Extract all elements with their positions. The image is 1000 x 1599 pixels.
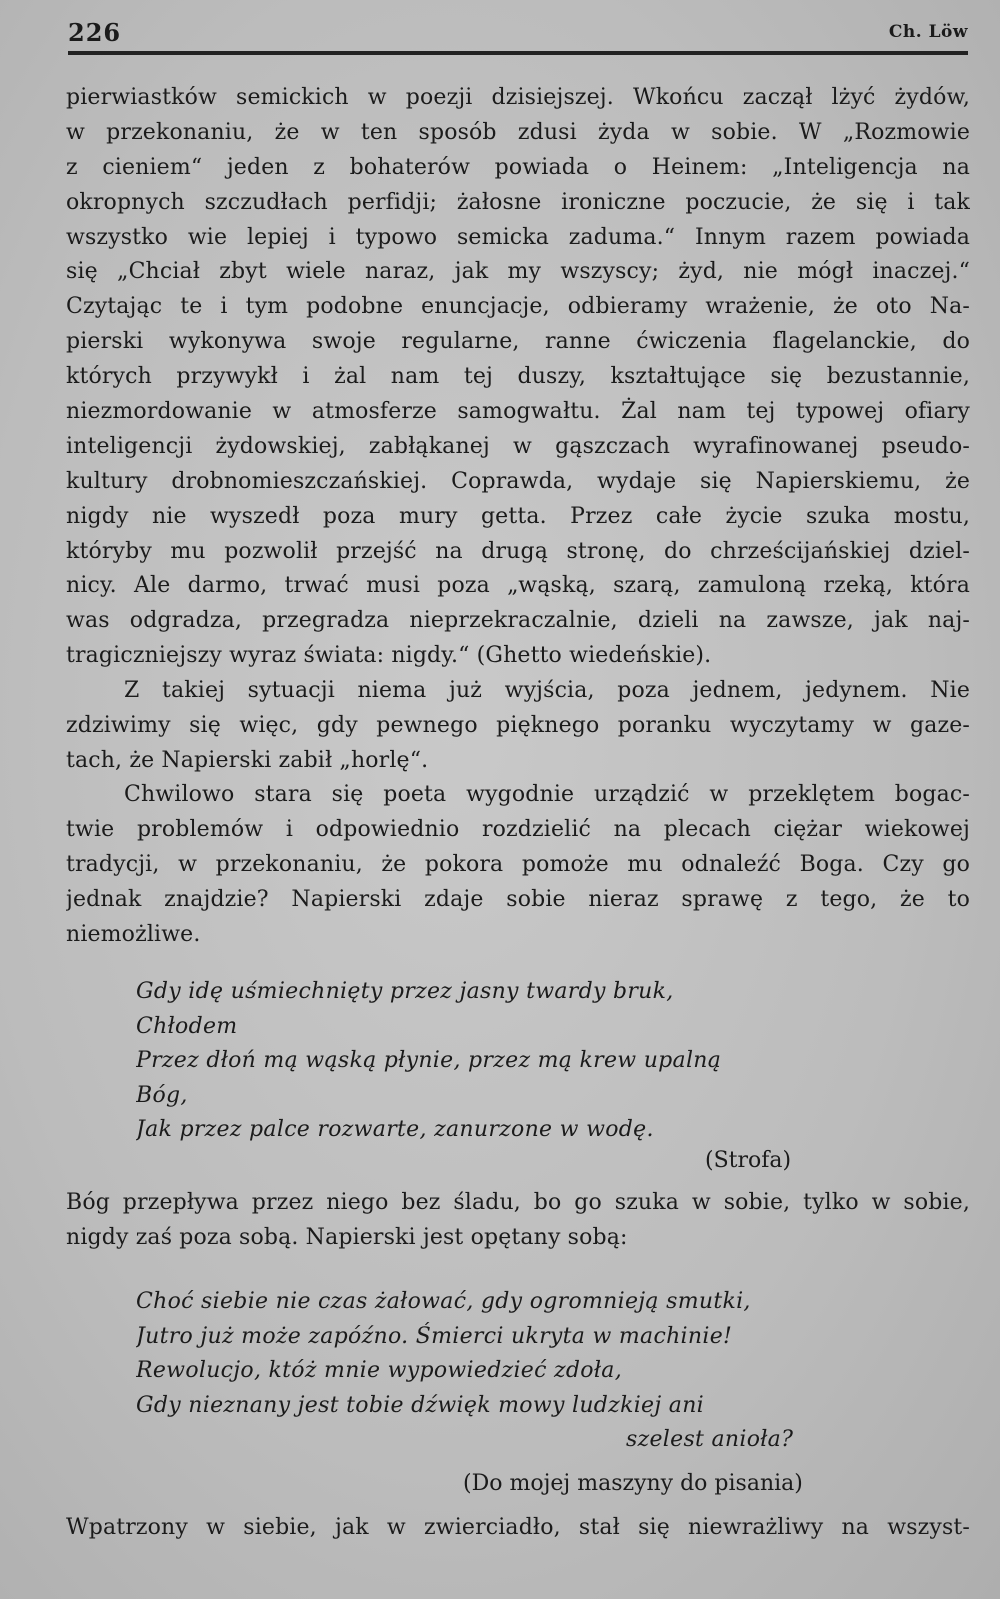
text-line: inteligencji żydowskiej, zabłąkanej w gąszczach wyrafinowanej pseudo- (66, 433, 970, 459)
text-line: pierwiastków semickich w poezji dzisiejszej. Wkońcu zaczął lżyć żydów, (66, 85, 970, 110)
poem-line: Przez dłoń mą wąską płynie, przez mą krew upalną (136, 1048, 722, 1073)
text-line: któryby mu pozwolił przejść na drugą stronę, do chrześcijańskiej dziel- (66, 538, 970, 564)
text-line: się „Chciał zbyt wiele naraz, jak my wszyscy; żyd, nie mógł inaczej.“ (66, 259, 970, 285)
text-line: Wpatrzony w siebie, jak w zwierciadło, stał się niewrażliwy na wszyst- (66, 1515, 970, 1540)
poem-line: Jak przez palce rozwarte, zanurzone w wodę. (136, 1117, 654, 1142)
text-line: nigdy nie wyszedł poza mury getta. Przez całe życie szuka mostu, (66, 503, 970, 529)
poem-line: Gdy nieznany jest tobie dźwięk mowy ludzkiej ani (136, 1392, 704, 1418)
text-line: was odgradza, przegradza nieprzekraczalnie, dzieli na zawsze, jak naj- (66, 608, 970, 634)
text-line: okropnych szczudłach perfidji; żałosne ironiczne poczucie, że się i tak (66, 189, 970, 215)
text-line: tradycji, w przekonaniu, że pokora pomoże mu odnaleźć Boga. Czy go (66, 851, 970, 877)
text-line: nigdy zaś poza sobą. Napierski jest opętany sobą: (66, 1224, 628, 1250)
poem-source-maszyna: (Do mojej maszyny do pisania) (463, 1471, 803, 1496)
poem-line: Jutro już może zapóźno. Śmierci ukryta w machinie! (136, 1323, 733, 1349)
poem-line: Gdy idę uśmiechnięty przez jasny twardy bruk, (136, 979, 674, 1004)
header-rule (68, 51, 968, 55)
poem-strofa (136, 975, 896, 1148)
text-line: wszystko wie lepiej i typowo semicka zaduma.“ Innym razem powiada (66, 224, 970, 250)
paragraph-3 (66, 778, 970, 952)
page-number: 226 (68, 18, 122, 47)
text-line: kultury drobnomieszczańskiej. Coprawda, wydaje się Napierskiemu, że (66, 468, 970, 494)
text-line: nicy. Ale darmo, trwać musi poza „wąską, szarą, zamuloną rzeką, która (66, 573, 970, 599)
text-line: z cieniem“ jeden z bohaterów powiada o Heinem: „Inteligencja na (66, 154, 970, 180)
paragraph-1 (66, 81, 970, 674)
text-line: jednak znajdzie? Napierski zdaje sobie nieraz sprawę z tego, że to (66, 886, 970, 912)
poem-maszyna (136, 1285, 896, 1458)
poem-line: Rewolucjo, któż mnie wypowiedzieć zdoła, (136, 1358, 622, 1383)
text-line: których przywykł i żal nam tej duszy, kształtujące się bezustannie, (66, 364, 970, 390)
text-line: Bóg przepływa przez niego bez śladu, bo go szuka w sobie, tylko w sobie, (66, 1190, 970, 1215)
paragraph-5 (66, 1511, 970, 1546)
poem-source-strofa: (Strofa) (705, 1148, 792, 1173)
text-line: w przekonaniu, że w ten sposób zdusi żyda w sobie. W „Rozmowie (66, 119, 970, 145)
running-head: Ch. Löw (888, 22, 968, 42)
text-line: tach, że Napierski zabił „horlę“. (66, 747, 429, 773)
text-line: niezmordowanie w atmosferze samogwałtu. Żal nam tej typowej ofiary (66, 399, 970, 425)
poem-line: Choć siebie nie czas żałować, gdy ogromnieją smutki, (136, 1289, 751, 1314)
text-line: niemożliwe. (66, 921, 201, 947)
poem-line: Chłodem (136, 1013, 238, 1039)
text-line: Z takiej sytuacji niema już wyjścia, poza jednem, jedynem. Nie (124, 678, 970, 703)
text-line: zdziwimy się więc, gdy pewnego pięknego poranku wyczytamy w gaze- (66, 712, 970, 738)
text-line: Chwilowo stara się poeta wygodnie urządzić w przeklętem bogac- (124, 782, 970, 807)
poem-line: Bóg, (136, 1082, 188, 1108)
page-header (68, 18, 968, 52)
text-line: tragiczniejszy wyraz świata: nigdy.“ (Ghetto wiedeńskie). (66, 643, 712, 669)
poem-line: szelest anioła? (626, 1427, 794, 1452)
paragraph-4 (66, 1186, 970, 1256)
text-line: pierski wykonywa swoje regularne, ranne ćwiczenia flagelanckie, do (66, 329, 970, 355)
text-line: Czytając te i tym podobne enuncjacje, odbieramy wrażenie, że oto Na- (66, 294, 970, 320)
text-line: twie problemów i odpowiednio rozdzielić na plecach ciężar wiekowej (66, 816, 970, 842)
paragraph-2 (66, 674, 970, 779)
